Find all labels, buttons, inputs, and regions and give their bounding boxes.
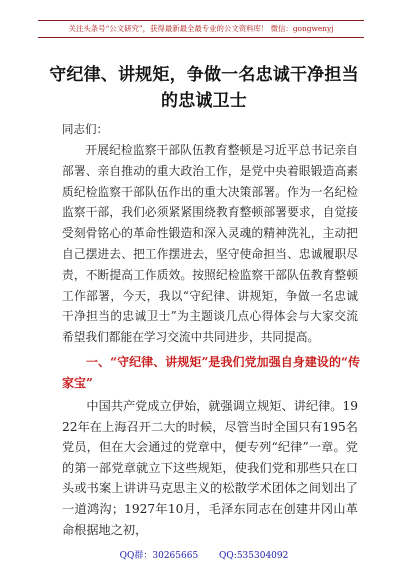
title-line-1: 守纪律、讲规矩，争做一名忠诚干净担当 [49,65,359,85]
salutation: 同志们： [62,122,108,136]
section-heading-1: 一、“守纪律、讲规矩”是我们党加强自身建设的“传家宝” [62,355,360,390]
document-title [40,62,368,114]
title-line-2: 的忠诚卫士 [161,91,247,111]
body-paragraph-2: 中国共产党成立伊始，就强调立规矩、讲纪律。1922年在上海召开二大的时候，尽管当时全国只有195名党员，但在大会通过的党章中，便专列“纪律”一章。党的第一部党章就立下这些规矩，使我们党和那些只在口头或书案上讲讲马克思主义的松散学术团体之间划出了一道鸿沟；1927年10月，毛泽东同志在创建井冈山革命根据地之初， [62,399,358,537]
body-paragraph-1: 开展纪检监察干部队伍教育整顿是习近平总书记亲自部署、亲自推动的重大政治工作，是党中央着眼锻造高素质纪检监察干部队伍作出的重大决策部署。作为一名纪检监察干部，我们必须紧紧围绕教育整顿部署要求，自觉接受刻骨铭心的革命性锻造和深入灵魂的精神洗礼，主动把自己摆进去、把工作摆进去，坚守使命担当、忠诚履职尽责，不断提高工作质效。按照纪检监察干部队伍教育整顿工作部署，今天，我以“守纪律、讲规矩，争做一名忠诚干净担当的忠诚卫士”为主题谈几点心得体会与大家交流希望我们都能在学习交流中共同进步，共同提高。 [62,143,358,345]
header-banner: 关注头条号“公文研究”，获得最新最全最专业的公文资料库！ 微信：gongwenyj [38,20,364,38]
footer-contact: QQ群：30265665 QQ:535304092 [119,551,289,561]
